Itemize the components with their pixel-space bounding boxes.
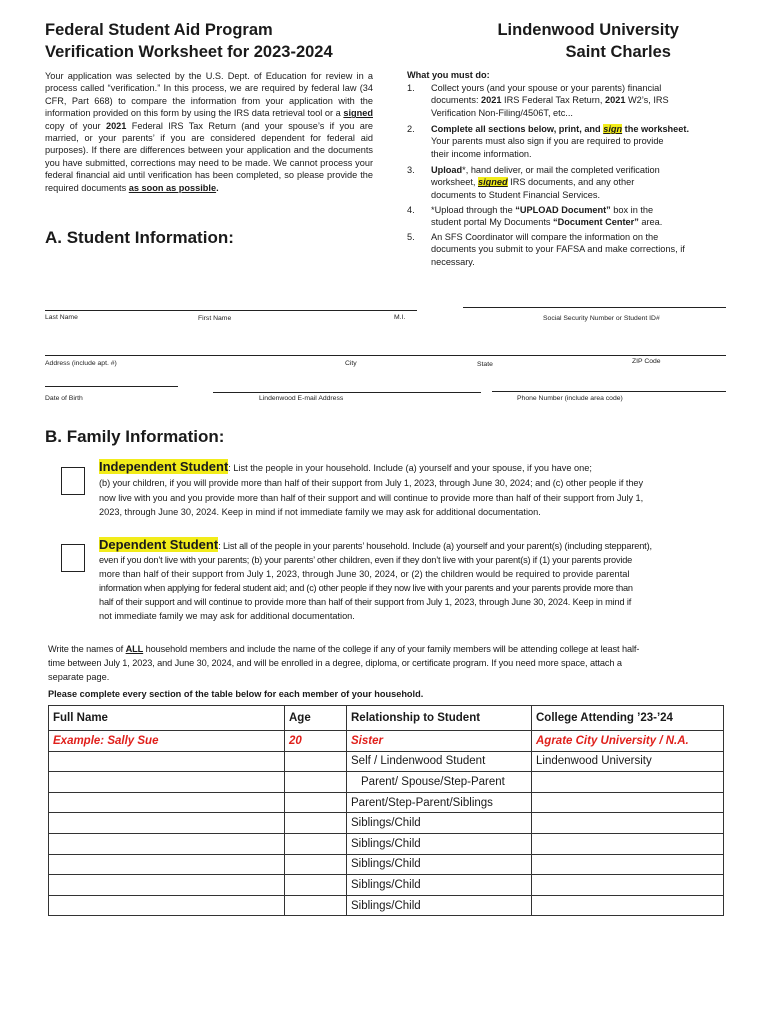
name-cell[interactable] [49,875,285,896]
college-cell[interactable] [532,854,724,875]
household-table [48,705,724,916]
table-row [49,751,724,772]
college-cell[interactable] [532,813,724,834]
table-row [49,875,724,896]
name-cell[interactable] [49,751,285,772]
must-do-item-3: 3. Upload*, hand deliver, or mail the completed verification worksheet, signed IRS documents, and any other documents to Student Financial Services. [407,165,660,200]
section-a-heading: A. Student Information: [45,228,234,247]
ssn-input-line[interactable] [463,307,726,308]
state-label: State [477,361,493,368]
email-label: Lindenwood E-mail Address [259,395,344,402]
age-cell[interactable] [285,751,347,772]
college-cell[interactable] [532,772,724,793]
college-cell[interactable] [532,875,724,896]
form-title-line2: Verification Worksheet for 2023-2024 [45,43,333,61]
name-cell[interactable] [49,854,285,875]
email-input-line[interactable] [213,392,481,393]
age-cell[interactable] [285,813,347,834]
table-row [49,895,724,916]
must-do-item-4: 4. *Upload through the “UPLOAD Document” box in the student portal My Documents “Document Center” area. [407,205,663,228]
city-label: City [345,360,357,367]
dependent-title: Dependent Student [99,537,219,552]
relationship-cell: Siblings/Child [347,875,532,896]
header-college: College Attending ’23-’24 [532,706,724,731]
ssn-label: Social Security Number or Student ID# [543,315,660,322]
table-row [49,772,724,793]
relationship-cell: Self / Lindenwood Student [347,751,532,772]
age-cell[interactable] [285,792,347,813]
phone-label: Phone Number (include area code) [517,395,623,402]
header-full-name: Full Name [49,706,285,731]
must-do-item-2: 2. Complete all sections below, print, and sign the worksheet. Your parents must also sign if you are required to provide their income information. [407,124,689,159]
age-cell[interactable] [285,895,347,916]
relationship-cell: Siblings/Child [347,833,532,854]
table-row [49,854,724,875]
age-cell[interactable] [285,875,347,896]
header-relationship: Relationship to Student [347,706,532,731]
example-college: Agrate City University / N.A. [532,731,724,752]
independent-option: Independent Student: List the people in your household. Include (a) yourself and your spouse, if you have one; (b) your children, if you will provide more than half of their support from July 1, 2023, through June 30, 2024; and (c) other people if they now live with you and you provide more than half of their support and will continue to provide more than half of their support from July 1, 2023, through June 30, 2024. Keep in mind if not immediate family we may ask for additional documentation. [99,459,644,518]
table-row [49,813,724,834]
address-input-line[interactable] [45,355,726,356]
example-age: 20 [285,731,347,752]
dob-label: Date of Birth [45,395,83,402]
header-age: Age [285,706,347,731]
middle-initial-label: M.I. [394,314,406,321]
table-header-row [49,706,724,731]
last-name-label: Last Name [45,314,78,321]
age-cell[interactable] [285,854,347,875]
must-do-title: What you must do: [407,70,490,80]
relationship-cell: Siblings/Child [347,895,532,916]
must-do-item-5: 5. An SFS Coordinator will compare the information on the documents you submit to your FAFSA and make corrections, if necessary. [407,232,685,267]
form-title-line1: Federal Student Aid Program [45,21,273,39]
college-cell[interactable] [532,833,724,854]
relationship-cell: Parent/Step-Parent/Siblings [347,792,532,813]
dependent-checkbox[interactable] [61,544,85,572]
college-cell[interactable] [532,792,724,813]
relationship-cell: Parent/ Spouse/Step-Parent [347,772,532,793]
must-do-item-1: 1. Collect yours (and your spouse or your parents) financial documents: 2021 IRS Federal Tax Return, 2021 W2’s, IRS Verification Non-Filing/4506T, etc... [407,83,669,118]
example-row [49,731,724,752]
school-campus: Saint Charles [565,43,671,61]
age-cell[interactable] [285,833,347,854]
table-row [49,833,724,854]
independent-title: Independent Student [99,459,229,474]
example-relationship: Sister [347,731,532,752]
table-instruction: Please complete every section of the table below for each member of your household. [48,689,424,699]
name-cell[interactable] [49,772,285,793]
household-instructions: Write the names of ALL household members and include the name of the college if any of your family members will be attending college at least half- time between July 1, 2023, and June 30, 2024, and will be enrolled in a degree, diploma, or certificate program. If you need more space, attach a separate page. [48,644,640,682]
age-cell[interactable] [285,772,347,793]
intro-paragraph: Your application was selected by the U.S. Dept. of Education for review in a process called “verification.” In this process, we are required by federal law (34 CFR, Part 668) to compare the information from your application with the information provided on this form by using the IRS data retrieval tool or a signed copy of your 2021 Federal IRS Tax Return (and your spouse’s if you are married, or your parents’ if you are considered dependent for federal aid purposes). If there are differences between your application and the documents you have submitted, corrections may need to be made. We cannot process your federal financial aid until verification has been completed, so please provide the required documents as soon as possible. [45,71,373,193]
dependent-option: Dependent Student: List all of the people in your parents’ household. Include (a) yourself and your parent(s) (including stepparent), even if you don’t live with your parents; (b) your parents’ other children, even if they don’t live with your parent(s) if (1) your parents provide more than half of their support from July 1, 2023, through June 30, 2024, or (2) the children would be required to provide parental information when applying for federal student aid; and (c) other people if they now live with your parents and your parents provide more than half of their support and will continue to provide more than half of their support from July 1, 2023, through June 30, 2024. Keep in mind if not immediate family we may ask for additional documentation. [99,537,652,622]
name-cell[interactable] [49,792,285,813]
zip-label: ZIP Code [632,358,661,365]
table-row [49,792,724,813]
section-b-heading: B. Family Information: [45,427,225,446]
name-cell[interactable] [49,895,285,916]
address-label: Address (include apt. #) [45,360,117,367]
name-input-line[interactable] [45,310,417,311]
name-cell[interactable] [49,833,285,854]
relationship-cell: Siblings/Child [347,813,532,834]
college-cell[interactable] [532,895,724,916]
college-cell[interactable]: Lindenwood University [532,751,724,772]
phone-input-line[interactable] [492,391,726,392]
name-cell[interactable] [49,813,285,834]
independent-checkbox[interactable] [61,467,85,495]
dob-input-line[interactable] [45,386,178,387]
example-name: Example: Sally Sue [49,731,285,752]
first-name-label: First Name [198,315,232,322]
school-name: Lindenwood University [497,21,679,39]
relationship-cell: Siblings/Child [347,854,532,875]
